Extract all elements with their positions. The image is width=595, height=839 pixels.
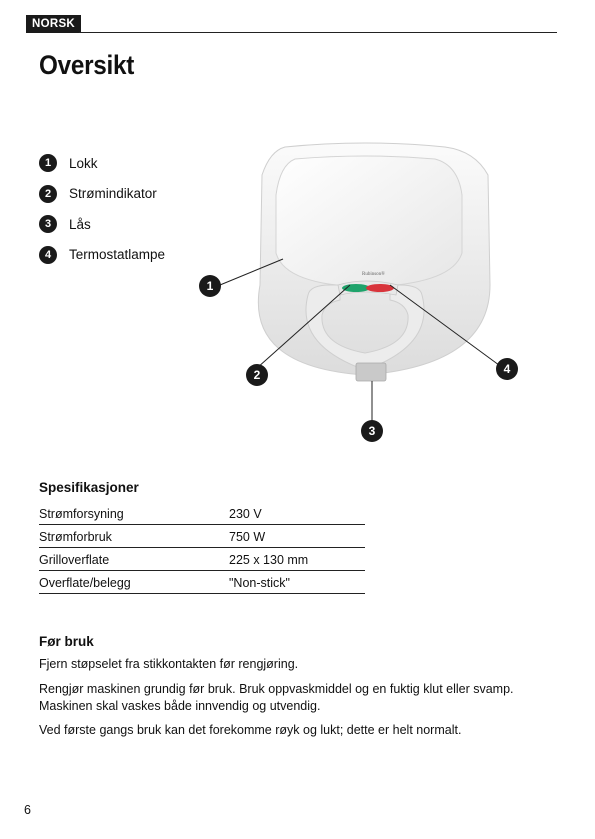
number-badge: 2 [39, 185, 57, 203]
legend-item-lid [39, 148, 165, 179]
spec-value: 750 W [229, 525, 365, 548]
spec-key: Overflate/belegg [39, 571, 229, 594]
legend-label: Lokk [69, 155, 98, 171]
spec-value: "Non-stick" [229, 571, 365, 594]
legend-label: Strømindikator [69, 186, 157, 202]
legend-item-power-indicator [39, 179, 165, 210]
sandwich-maker-illustration [190, 135, 530, 455]
paragraph: Ved første gangs bruk kan det forekomme røyk og lukt; dette er helt normalt. [39, 723, 462, 737]
table-row [39, 502, 365, 525]
page-number: 6 [24, 803, 31, 817]
number-badge: 4 [39, 246, 57, 264]
table-row [39, 525, 365, 548]
appliance-lid [276, 156, 462, 287]
sandwich-maker-figure [190, 135, 530, 455]
legend-label: Lås [69, 216, 91, 232]
brand-mark: Rubinson® [362, 272, 385, 277]
parts-legend [39, 148, 165, 270]
table-row [39, 571, 365, 594]
callout-power-indicator: 2 [246, 364, 268, 386]
specifications-heading: Spesifikasjoner [39, 480, 139, 495]
number-badge: 1 [39, 154, 57, 172]
callout-lid: 1 [199, 275, 221, 297]
table-row [39, 548, 365, 571]
spec-key: Strømforbruk [39, 525, 229, 548]
before-use-heading: Før bruk [39, 634, 94, 649]
legend-item-lock [39, 209, 165, 240]
paragraph: Fjern støpselet fra stikkontakten før rengjøring. [39, 657, 299, 671]
specifications-table [39, 502, 365, 594]
spec-key: Grilloverflate [39, 548, 229, 571]
spec-value: 225 x 130 mm [229, 548, 365, 571]
spec-value: 230 V [229, 502, 365, 525]
page-title: Oversikt [39, 50, 135, 80]
callout-thermostat-lamp: 4 [496, 358, 518, 380]
thermostat-lamp [366, 284, 394, 292]
header-rule [79, 32, 557, 33]
legend-item-thermostat-lamp [39, 240, 165, 271]
callout-lock: 3 [361, 420, 383, 442]
lock-latch [356, 363, 386, 381]
paragraph: Rengjør maskinen grundig før bruk. Bruk oppvaskmiddel og en fuktig klut eller svamp. Maskinen skal vaskes både innvendig og utvendig. [39, 682, 514, 713]
legend-label: Termostatlampe [69, 247, 166, 263]
language-tag: NORSK [26, 15, 81, 33]
number-badge: 3 [39, 215, 57, 233]
spec-key: Strømforsyning [39, 502, 229, 525]
